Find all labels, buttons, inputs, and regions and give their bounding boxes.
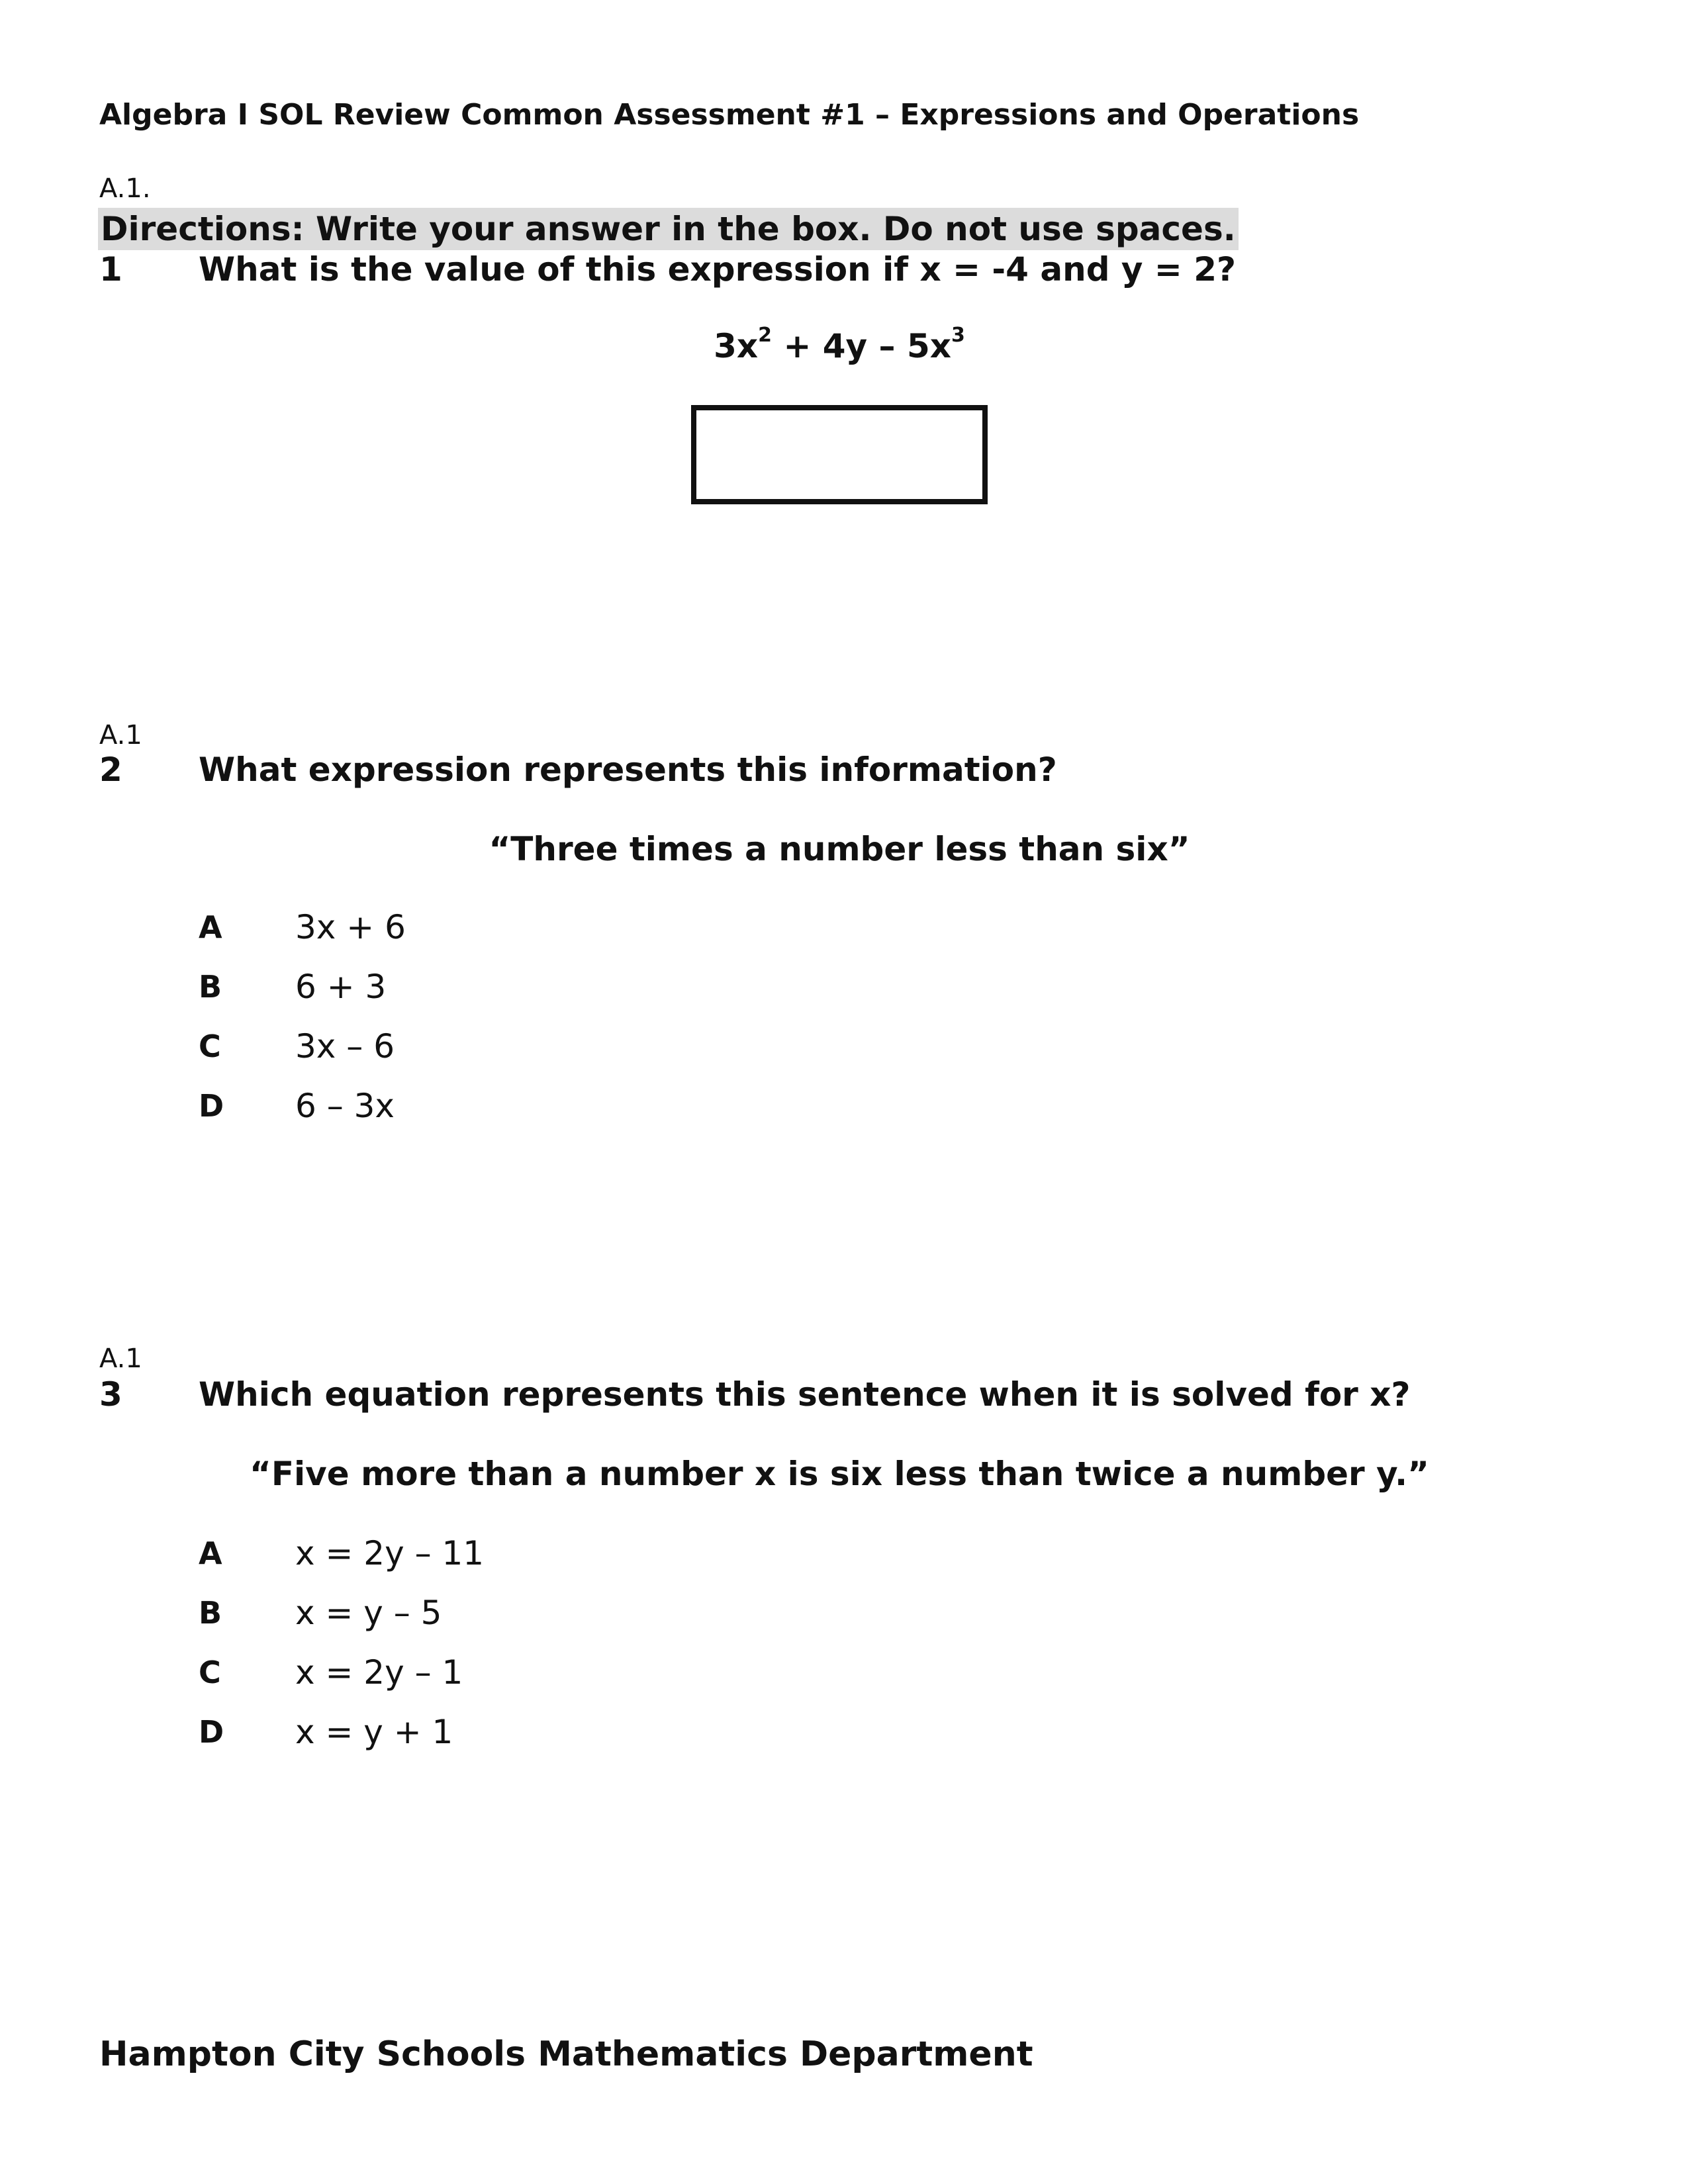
question-1-expression [714, 324, 965, 365]
option-letter: A [199, 909, 222, 945]
question-1-number: 1 [99, 250, 122, 289]
question-2-standard: A.1 [99, 720, 142, 751]
option-letter: C [199, 1028, 221, 1064]
option-text[interactable]: x = 2y – 1 [295, 1653, 463, 1692]
option-letter: D [199, 1714, 224, 1750]
option-letter: C [199, 1655, 221, 1690]
answer-box[interactable] [691, 405, 988, 504]
question-3-text: Which equation represents this sentence when it is solved for x? [199, 1375, 1411, 1414]
page-footer: Hampton City Schools Mathematics Department [99, 2034, 1033, 2074]
question-2-quote: “Three times a number less than six” [489, 830, 1190, 868]
option-text[interactable]: x = 2y – 11 [295, 1534, 485, 1572]
option-text[interactable]: 3x – 6 [295, 1027, 395, 1066]
option-letter: A [199, 1535, 222, 1571]
question-3-number: 3 [99, 1375, 122, 1414]
question-3-standard: A.1 [99, 1343, 142, 1374]
question-3-quote: “Five more than a number x is six less than twice a number y.” [250, 1455, 1429, 1493]
option-letter: D [199, 1088, 224, 1124]
option-text[interactable]: x = y – 5 [295, 1594, 442, 1632]
question-2-text: What expression represents this information? [199, 751, 1057, 789]
expression-term-2: + 4y – 5x [772, 327, 951, 365]
option-letter: B [199, 1595, 222, 1631]
question-1-directions: Directions: Write your answer in the box. Do not use spaces. [98, 208, 1239, 250]
option-text[interactable]: 6 + 3 [295, 968, 387, 1006]
option-text[interactable]: 3x + 6 [295, 908, 406, 946]
question-1-text: What is the value of this expression if x = -4 and y = 2? [199, 250, 1236, 289]
question-2-number: 2 [99, 751, 122, 789]
page-title: Algebra I SOL Review Common Assessment #1 – Expressions and Operations [99, 98, 1360, 132]
question-1-standard: A.1. [99, 173, 151, 204]
expression-exponent-1: 2 [758, 324, 773, 347]
expression-term-1: 3x [714, 327, 759, 365]
option-letter: B [199, 969, 222, 1005]
option-text[interactable]: 6 – 3x [295, 1087, 395, 1125]
expression-exponent-2: 3 [951, 324, 965, 347]
option-text[interactable]: x = y + 1 [295, 1713, 453, 1751]
